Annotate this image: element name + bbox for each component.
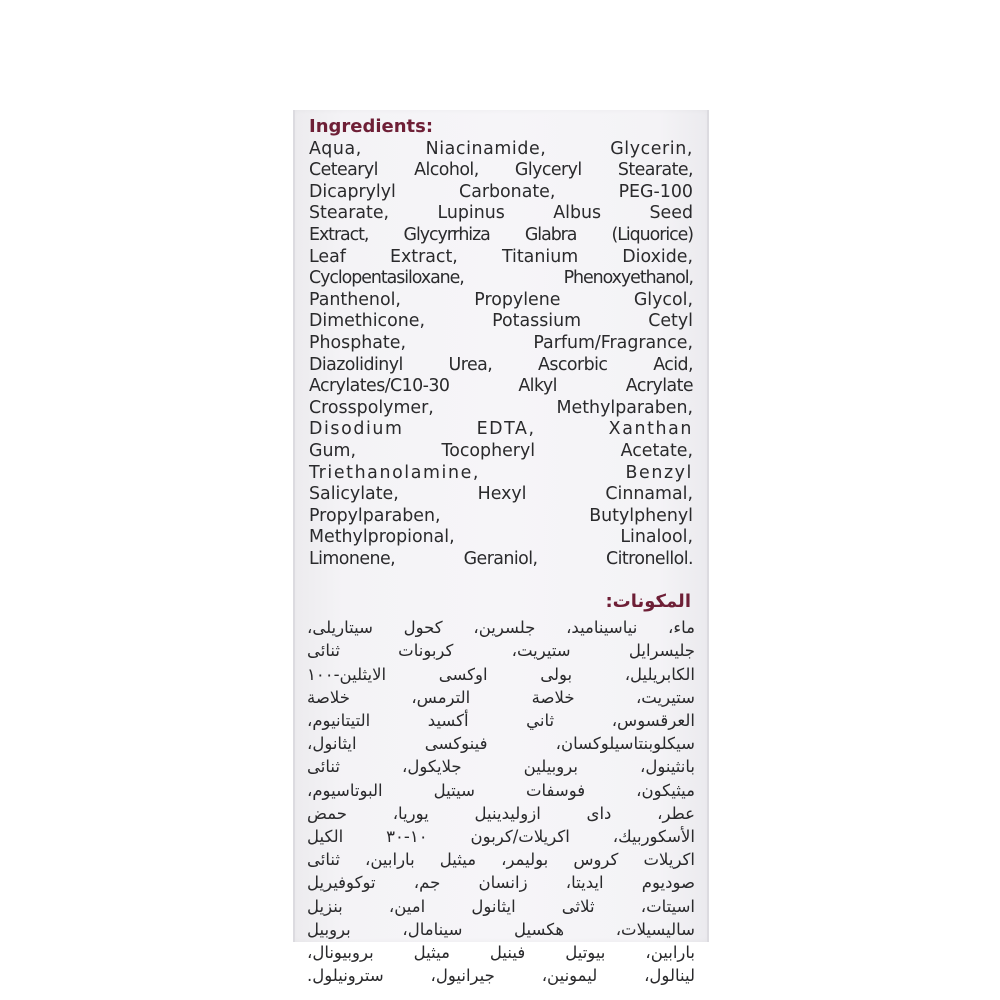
english-line-9: Dimethicone, Potassium Cetyl [309,311,693,332]
arabic-line-8: ميثيكون، فوسفات سيتيل البوتاسيوم، [307,780,695,800]
english-line-16: Triethanolamine, Benzyl [309,462,693,483]
english-line-3: Dicaprylyl Carbonate, PEG-100 [309,181,693,202]
arabic-line-15: بارابين، بيوتيل فينيل ميثيل بروبيونال، [307,943,695,963]
arabic-line-4: ستيريت، خلاصة الترمس، خلاصة [307,687,695,707]
english-line-1: Aqua, Niacinamide, Glycerin, [309,138,693,159]
english-line-19: Methylpropional, Linalool, [309,527,693,548]
english-line-13: Crosspolymer, Methylparaben, [309,397,693,418]
english-line-17: Salicylate, Hexyl Cinnamal, [309,484,693,505]
english-line-18: Propylparaben, Butylphenyl [309,505,693,526]
english-line-20: Limonene, Geraniol, Citronellol. [309,548,693,569]
arabic-line-11: اكريلات كروس بوليمر، ميثيل بارابين، ثنائى [307,850,695,870]
english-line-10: Phosphate, Parfum/Fragrance, [309,332,693,353]
english-line-14: Disodium EDTA, Xanthan [309,419,693,440]
arabic-heading: المكونات: [605,591,691,612]
english-line-8: Panthenol, Propylene Glycol, [309,289,693,310]
arabic-line-5: العرقسوس، ثاني أكسيد التيتانيوم، [307,711,695,731]
arabic-line-6: سيكلوبنتاسيلوكسان، فينوكسى ايثانول، [307,734,695,754]
arabic-line-3: الكابريليل، بولى اوكسى الايثلين-١٠٠ [307,664,695,684]
arabic-line-13: اسيتات، ثلاثى ايثانول امين، بنزيل [307,896,695,916]
panel-left-edge [293,110,295,942]
arabic-line-7: بانثينول، بروبيلين جلايكول، ثنائى [307,757,695,777]
arabic-line-16: لينالول، ليمونين، جيرانيول، سترونيلول. [307,966,695,986]
english-line-5: Extract, Glycyrrhiza Glabra (Liquorice) [309,224,693,245]
english-line-7: Cyclopentasiloxane, Phenoxyethanol, [309,268,693,289]
english-line-11: Diazolidinyl Urea, Ascorbic Acid, [309,354,693,375]
panel-right-edge [707,110,709,942]
ingredients-label-panel [293,110,709,986]
english-heading: Ingredients: [309,116,434,137]
arabic-line-1: ماء، نياسيناميد، جلسرين، كحول سيتاريلى، [307,618,695,638]
english-line-12: Acrylates/C10-30 Alkyl Acrylate [309,376,693,397]
english-line-4: Stearate, Lupinus Albus Seed [309,203,693,224]
arabic-line-10: الأسكوربيك، اكريلات/كربون ١٠-٣٠ الكيل [307,827,695,847]
english-ingredients [309,116,693,570]
english-line-2: Cetearyl Alcohol, Glyceryl Stearate, [309,160,693,181]
arabic-line-12: صوديوم ايديتا، زانسان جم، توكوفيريل [307,873,695,893]
english-line-15: Gum, Tocopheryl Acetate, [309,440,693,461]
arabic-line-2: جليسرايل ستيريت، كربونات ثنائى [307,641,695,661]
english-line-6: Leaf Extract, Titanium Dioxide, [309,246,693,267]
arabic-line-14: ساليسيلات، هكسيل سينامال، بروبيل [307,919,695,939]
arabic-line-9: عطر، داى ازوليدينيل يوريا، حمض [307,803,695,823]
arabic-ingredients [307,590,695,987]
